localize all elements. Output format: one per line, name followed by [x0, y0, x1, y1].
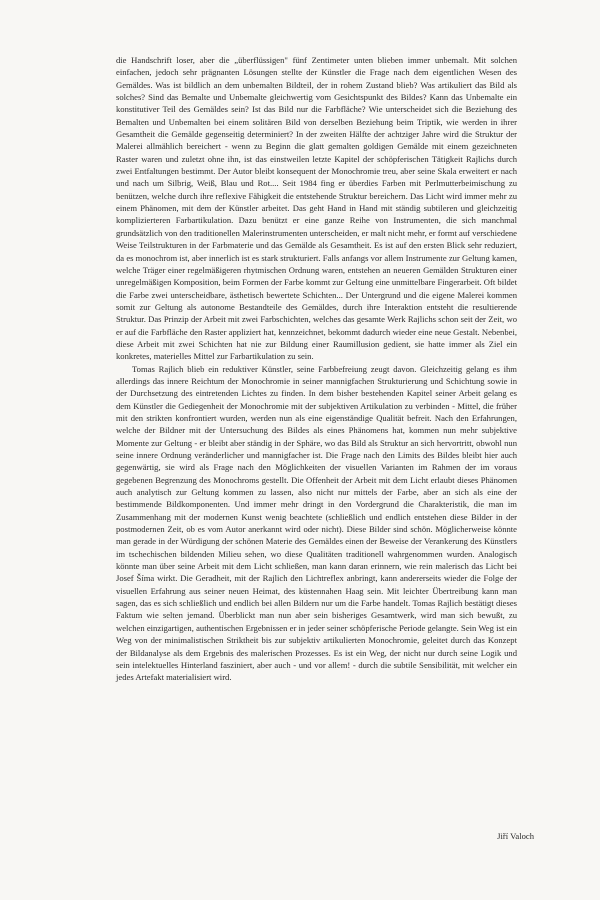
author-signature: Jiří Valoch — [497, 831, 534, 841]
paragraph: Tomas Rajlich blieb ein reduktiver Künstler, seine Farbbefreiung zeugt davon. Gleichzeitig gelang es ihm allerdings das innere Reichtum der Monochromie in seiner mannigfachen Strukturierung und Schichtung sowie in der Durchsetzung des eintretenden Lichtes zu finden. In dem bisher bestehenden Kapitel seiner Arbeit gelang es dem Künstler die Gediegenheit der Monochromie mit der subjektiven Artikulation zu verbinden - Mittel, die früher mit den strikten konfrontiert wurden, werden nun als eine eigenständige Qualität befreit. Nach den Erfahrungen, welche der Bildner mit der Untersuchung des Bildes als eines Phänomens hat, kommen nun mehr subjektive Momente zur Geltung - er bleibt aber ständig in der Sphäre, wo das Bild als Struktur an sich hervortritt, obwohl nun seine innere Ordnung veränderlicher und mannigfacher ist. Die Frage nach den Limits des Bildes bleibt hier auch gegenwärtig, sie wird als Frage nach den Möglichkeiten der visuellen Varianten im Rahmen der im voraus gegebenen Begrenzung des Monochroms gestellt. Die Offenheit der Arbeit mit dem Licht erlaubt dieses Phänomen auch analytisch zur Geltung kommen zu lassen, also nicht nur mittels der Farbe, aber an sich als eine der bestimmende Bildkomponenten. Und immer mehr dringt in den Vordergrund die Charakteristik, die man im Zusammenhang mit der modernen Kunst wenig beachtete (schließlich und endlich entstehen diese Bilder in der postmodernen Zeit, ob es vom Autor anerkannt wird oder nicht). Diese Bilder sind schön. Möglicherweise könnte man gerade in der Würdigung der schönen Materie des Gemäldes einen der Beweise der Verankerung des Künstlers im tschechischen bildenden Milieu sehen, wo diese Qualitäten traditionell wahrgenommen wurden. Analogisch könnte man über seine Arbeit mit dem Licht schließen, man kann daran erinnern, wie rein malerisch das Licht bei Josef Šíma wirkt. Die Geradheit, mit der Rajlich den Lichtreflex anbringt, kann andererseits wieder die Folge der visuellen Erfahrung aus seiner neuen Heimat, des küstennahen Haag sein. Mit leichter Übertreibung kann man sagen, das es sich schließlich und endlich bei allen Bildern nur um die Farbe handelt. Tomas Rajlich bestätigt dieses Faktum wie selten jemand. Überblickt man nun aber sein bisheriges Gesamtwerk, wird man sich bewußt, zu welchen einzigartigen, authentischen Ergebnissen er in jeder seiner schöpferische Periode gelangte. Sein Weg ist ein Weg von der minimalistischen Striktheit bis zur subjektiv artikulierten Monochromie, geleitet durch das Konzept der Bildanalyse als dem Ergebnis des malerischen Prozesses. Es ist ein Weg, der nicht nur durch seine Logik und sein intelektuelles Hinterland fasziniert, aber auch - und vor allem! - durch die subtile Sensibilität, mit welcher ein jedes Artefakt materialisiert wird. — [116, 363, 517, 683]
paragraph: die Handschrift loser, aber die „überflüssigen" fünf Zentimeter unten blieben immer unbemalt. Mit solchen einfachen, jedoch sehr prägnanten Lösungen stellte der Künstler die Frage nach dem eigentlichen Wesen des Gemäldes. Was ist bildlich an dem unbemalten Bildteil, der in rohem Zustand blieb? Was artikuliert das Bild als solches? Sind das Bemalte und Unbemalte gleichwertig vom Gesichtspunkt des Bildes? Kann das Unbemalte ein konstitutiver Teil des Gemäldes sein? Ist das Bild nur die Farbfläche? Wie unterscheidet sich die Beziehung des Bemalten und Unbemalten bei einem solitären Bild von derselben Beziehung beim Triptik, wie werden in ihrer Gesamtheit die Gemälde gegenseitig determiniert? In der zweiten Hälfte der achtziger Jahre wird die Struktur der Malerei allmählich bereichert - wenn zu Beginn die glatt gemalten goldigen Gemälde mit einem gezeichneten Raster waren und zuletzt ohne ihn, ist das einstweilen letzte Kapitel der schöpferischen Tätigkeit Rajlichs durch zwei Entfaltungen bestimmt. Der Autor bleibt konsequent der Monochromie treu, aber seine Skala erweitert er nach und nach um Silbrig, Weiß, Blau und Rot.... Seit 1984 fing er überdies Farben mit Perlmutterbeimischung zu benützen, welche durch ihre reflexive Fähigkeit die entstehende Struktur bereichern. Das Licht wird immer mehr zu einem Phänomen, mit dem der Künstler arbeitet. Das geht Hand in Hand mit ständig subtileren und gleichzeitig komplizierteren Farbartikulation. Dazu benützt er eine ganze Reihe von Instrumenten, die sich manchmal grundsätzlich von den traditionellen Malerinstrumenten unterscheiden, er malt nicht mehr, er formt auf verschiedene Weise Teilstrukturen in der Farbmaterie und das Gemälde als Gesamtheit. Es ist auf den ersten Blick sehr reduziert, da es monochrom ist, aber innerlich ist es stark strukturiert. Falls anfangs vor allem Instrumente zur Geltung kamen, welche Träger einer regelmäßigeren rhytmischen Ordnung waren, entstehen an neueren Gemälden Strukturen einer unregelmäßigen Komposition, beim Formen der Farbe kommt zur Geltung eine unmittelbare Fingerarbeit. Oft bildet die Farbe zwei unterscheidbare, ästhetisch bewertete Schichten... Der Untergrund und die eigene Malerei kommen somit zur Geltung als autonome Bestandteile des Gemäldes, durch ihre Interaktion entsteht die resultierende Struktur. Das Prinzip der Arbeit mit zwei Farbschichten, welches das gesamte Werk Rajlichs schon seit der Zeit, wo er auf die Farbfläche den Raster appliziert hat, kennzeichnet, bekommt dadurch wieder eine neue Gestalt. Nebenbei, diese Arbeit mit zwei Schichten hat nie zur Bildung einer Raumillusion gedient, sie hatte immer als Ziel ein konkretes, materielles Mittel zur Farbartikulation zu sein. — [116, 55, 517, 362]
body-text — [116, 54, 517, 684]
